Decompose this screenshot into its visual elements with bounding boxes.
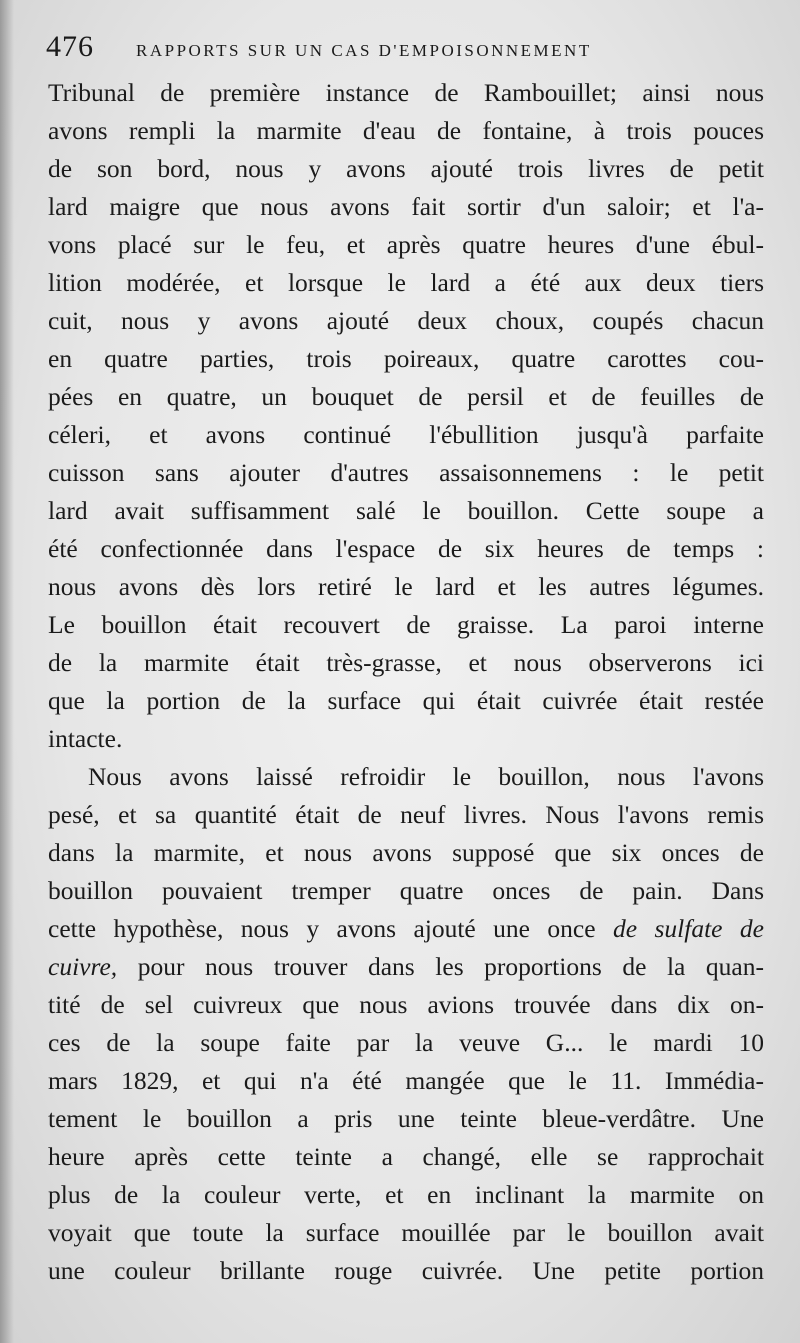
text-fragment: cette hypothèse, nous y avons ajouté une once: [48, 914, 613, 943]
page-number: 476: [46, 30, 94, 63]
text-line: lition modérée, et lorsque le lard a été aux deux tiers: [48, 268, 764, 297]
text-line: plus de la couleur verte, et en inclinant la marmite on: [48, 1180, 764, 1209]
text-line: pesé, et sa quantité était de neuf livres. Nous l'avons remis: [48, 800, 764, 829]
text-line: lard avait suffisamment salé le bouillon. Cette soupe a: [48, 496, 764, 525]
text-line: tement le bouillon a pris une teinte bleue-verdâtre. Une: [48, 1104, 764, 1133]
page-gutter-shadow: [0, 0, 14, 1343]
text-line: [48, 910, 764, 948]
text-line: lard maigre que nous avons fait sortir d'un saloir; et l'a-: [48, 192, 764, 221]
text-line: de la marmite était très-grasse, et nous observerons ici: [48, 648, 764, 677]
text-line: voyait que toute la surface mouillée par le bouillon avait: [48, 1218, 764, 1247]
text-line: avons rempli la marmite d'eau de fontaine, à trois pouces: [48, 116, 764, 145]
body-text: [48, 74, 764, 1290]
italic-text: cuivre,: [48, 952, 118, 981]
text-line: bouillon pouvaient tremper quatre onces de pain. Dans: [48, 876, 764, 905]
text-line: en quatre parties, trois poireaux, quatre carottes cou-: [48, 344, 764, 373]
page-header: [46, 30, 760, 70]
text-line: vons placé sur le feu, et après quatre heures d'une ébul-: [48, 230, 764, 259]
paragraph: [48, 758, 764, 1290]
text-line: cuisson sans ajouter d'autres assaisonnemens : le petit: [48, 458, 764, 487]
text-line: de son bord, nous y avons ajouté trois livres de petit: [48, 154, 764, 183]
text-fragment: pour nous trouver dans les proportions de la quan-: [117, 952, 764, 981]
text-line: nous avons dès lors retiré le lard et les autres légumes.: [48, 572, 764, 601]
text-line: ces de la soupe faite par la veuve G... le mardi 10: [48, 1028, 764, 1057]
text-line: été confectionnée dans l'espace de six heures de temps :: [48, 534, 764, 563]
text-line: Nous avons laissé refroidir le bouillon, nous l'avons: [88, 762, 764, 791]
text-line: cuit, nous y avons ajouté deux choux, coupés chacun: [48, 306, 764, 335]
italic-text: de sulfate de: [613, 914, 764, 943]
text-line: pées en quatre, un bouquet de persil et de feuilles de: [48, 382, 764, 411]
text-line: céleri, et avons continué l'ébullition jusqu'à parfaite: [48, 420, 764, 449]
text-line: Tribunal de première instance de Rambouillet; ainsi nous: [48, 78, 764, 107]
running-title: RAPPORTS SUR UN CAS D'EMPOISONNEMENT: [136, 41, 592, 60]
text-line: tité de sel cuivreux que nous avions trouvée dans dix on-: [48, 990, 764, 1019]
text-line: dans la marmite, et nous avons supposé que six onces de: [48, 838, 764, 867]
text-line: intacte.: [48, 724, 123, 753]
text-line: que la portion de la surface qui était cuivrée était restée: [48, 686, 764, 715]
text-line: heure après cette teinte a changé, elle se rapprochait: [48, 1142, 764, 1171]
text-line: [48, 948, 764, 986]
text-line: une couleur brillante rouge cuivrée. Une petite portion: [48, 1256, 764, 1285]
paragraph: [48, 74, 764, 758]
text-line: mars 1829, et qui n'a été mangée que le 11. Immédia-: [48, 1066, 764, 1095]
text-line: Le bouillon était recouvert de graisse. La paroi interne: [48, 610, 764, 639]
